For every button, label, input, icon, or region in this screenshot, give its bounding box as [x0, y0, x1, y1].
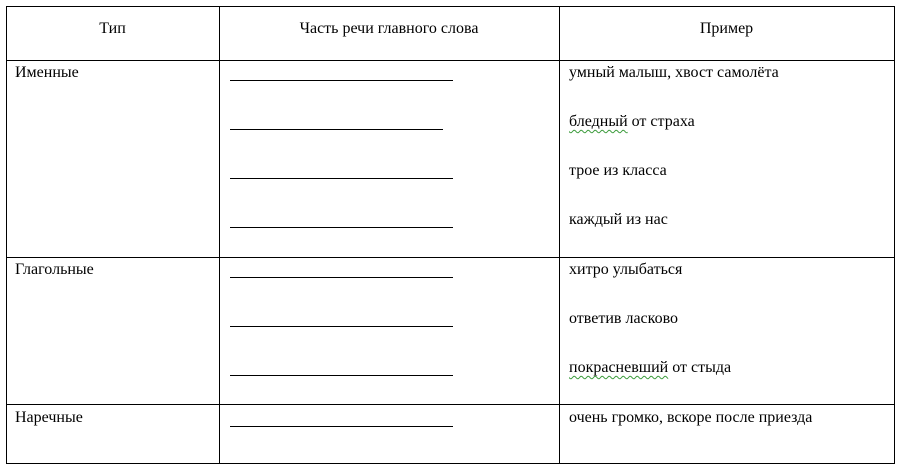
type-label: Наречные: [15, 409, 83, 426]
type-label: Глагольные: [15, 261, 94, 278]
table-border-left: [6, 6, 7, 464]
example-text: умный малыш, хвост самолёта: [569, 64, 779, 81]
example-text: бледный от страха: [569, 113, 695, 130]
spellcheck-underline: бледный: [569, 113, 628, 130]
example-text: очень громко, вскоре после приезда: [569, 409, 813, 426]
example-text: трое из класса: [569, 162, 667, 179]
answer-blank: [230, 178, 453, 179]
table-border-bottom: [6, 463, 895, 464]
answer-blank: [230, 426, 453, 427]
table-border-right: [894, 6, 895, 464]
example-text: каждый из нас: [569, 211, 668, 228]
table-border-row2: [6, 404, 895, 405]
answer-blank: [230, 80, 453, 81]
answer-blank: [230, 277, 453, 278]
example-text: ответив ласково: [569, 310, 679, 327]
type-label: Именные: [15, 64, 79, 81]
answer-blank: [230, 375, 453, 376]
header-part-of-speech: Часть речи главного слова: [299, 20, 479, 37]
table-border-col1: [219, 6, 220, 464]
header-example: Пример: [699, 20, 754, 37]
table-border-header: [6, 60, 895, 61]
example-text: хитро улыбаться: [569, 261, 683, 278]
example-text: покрасневший от стыда: [569, 359, 732, 376]
table-border-row1: [6, 257, 895, 258]
spellcheck-underline: покрасневший: [569, 359, 669, 376]
answer-blank: [230, 227, 453, 228]
table-border-top: [6, 6, 895, 7]
header-type: Тип: [99, 20, 126, 37]
table-border-col2: [559, 6, 560, 464]
answer-blank: [230, 129, 443, 130]
answer-blank: [230, 326, 453, 327]
